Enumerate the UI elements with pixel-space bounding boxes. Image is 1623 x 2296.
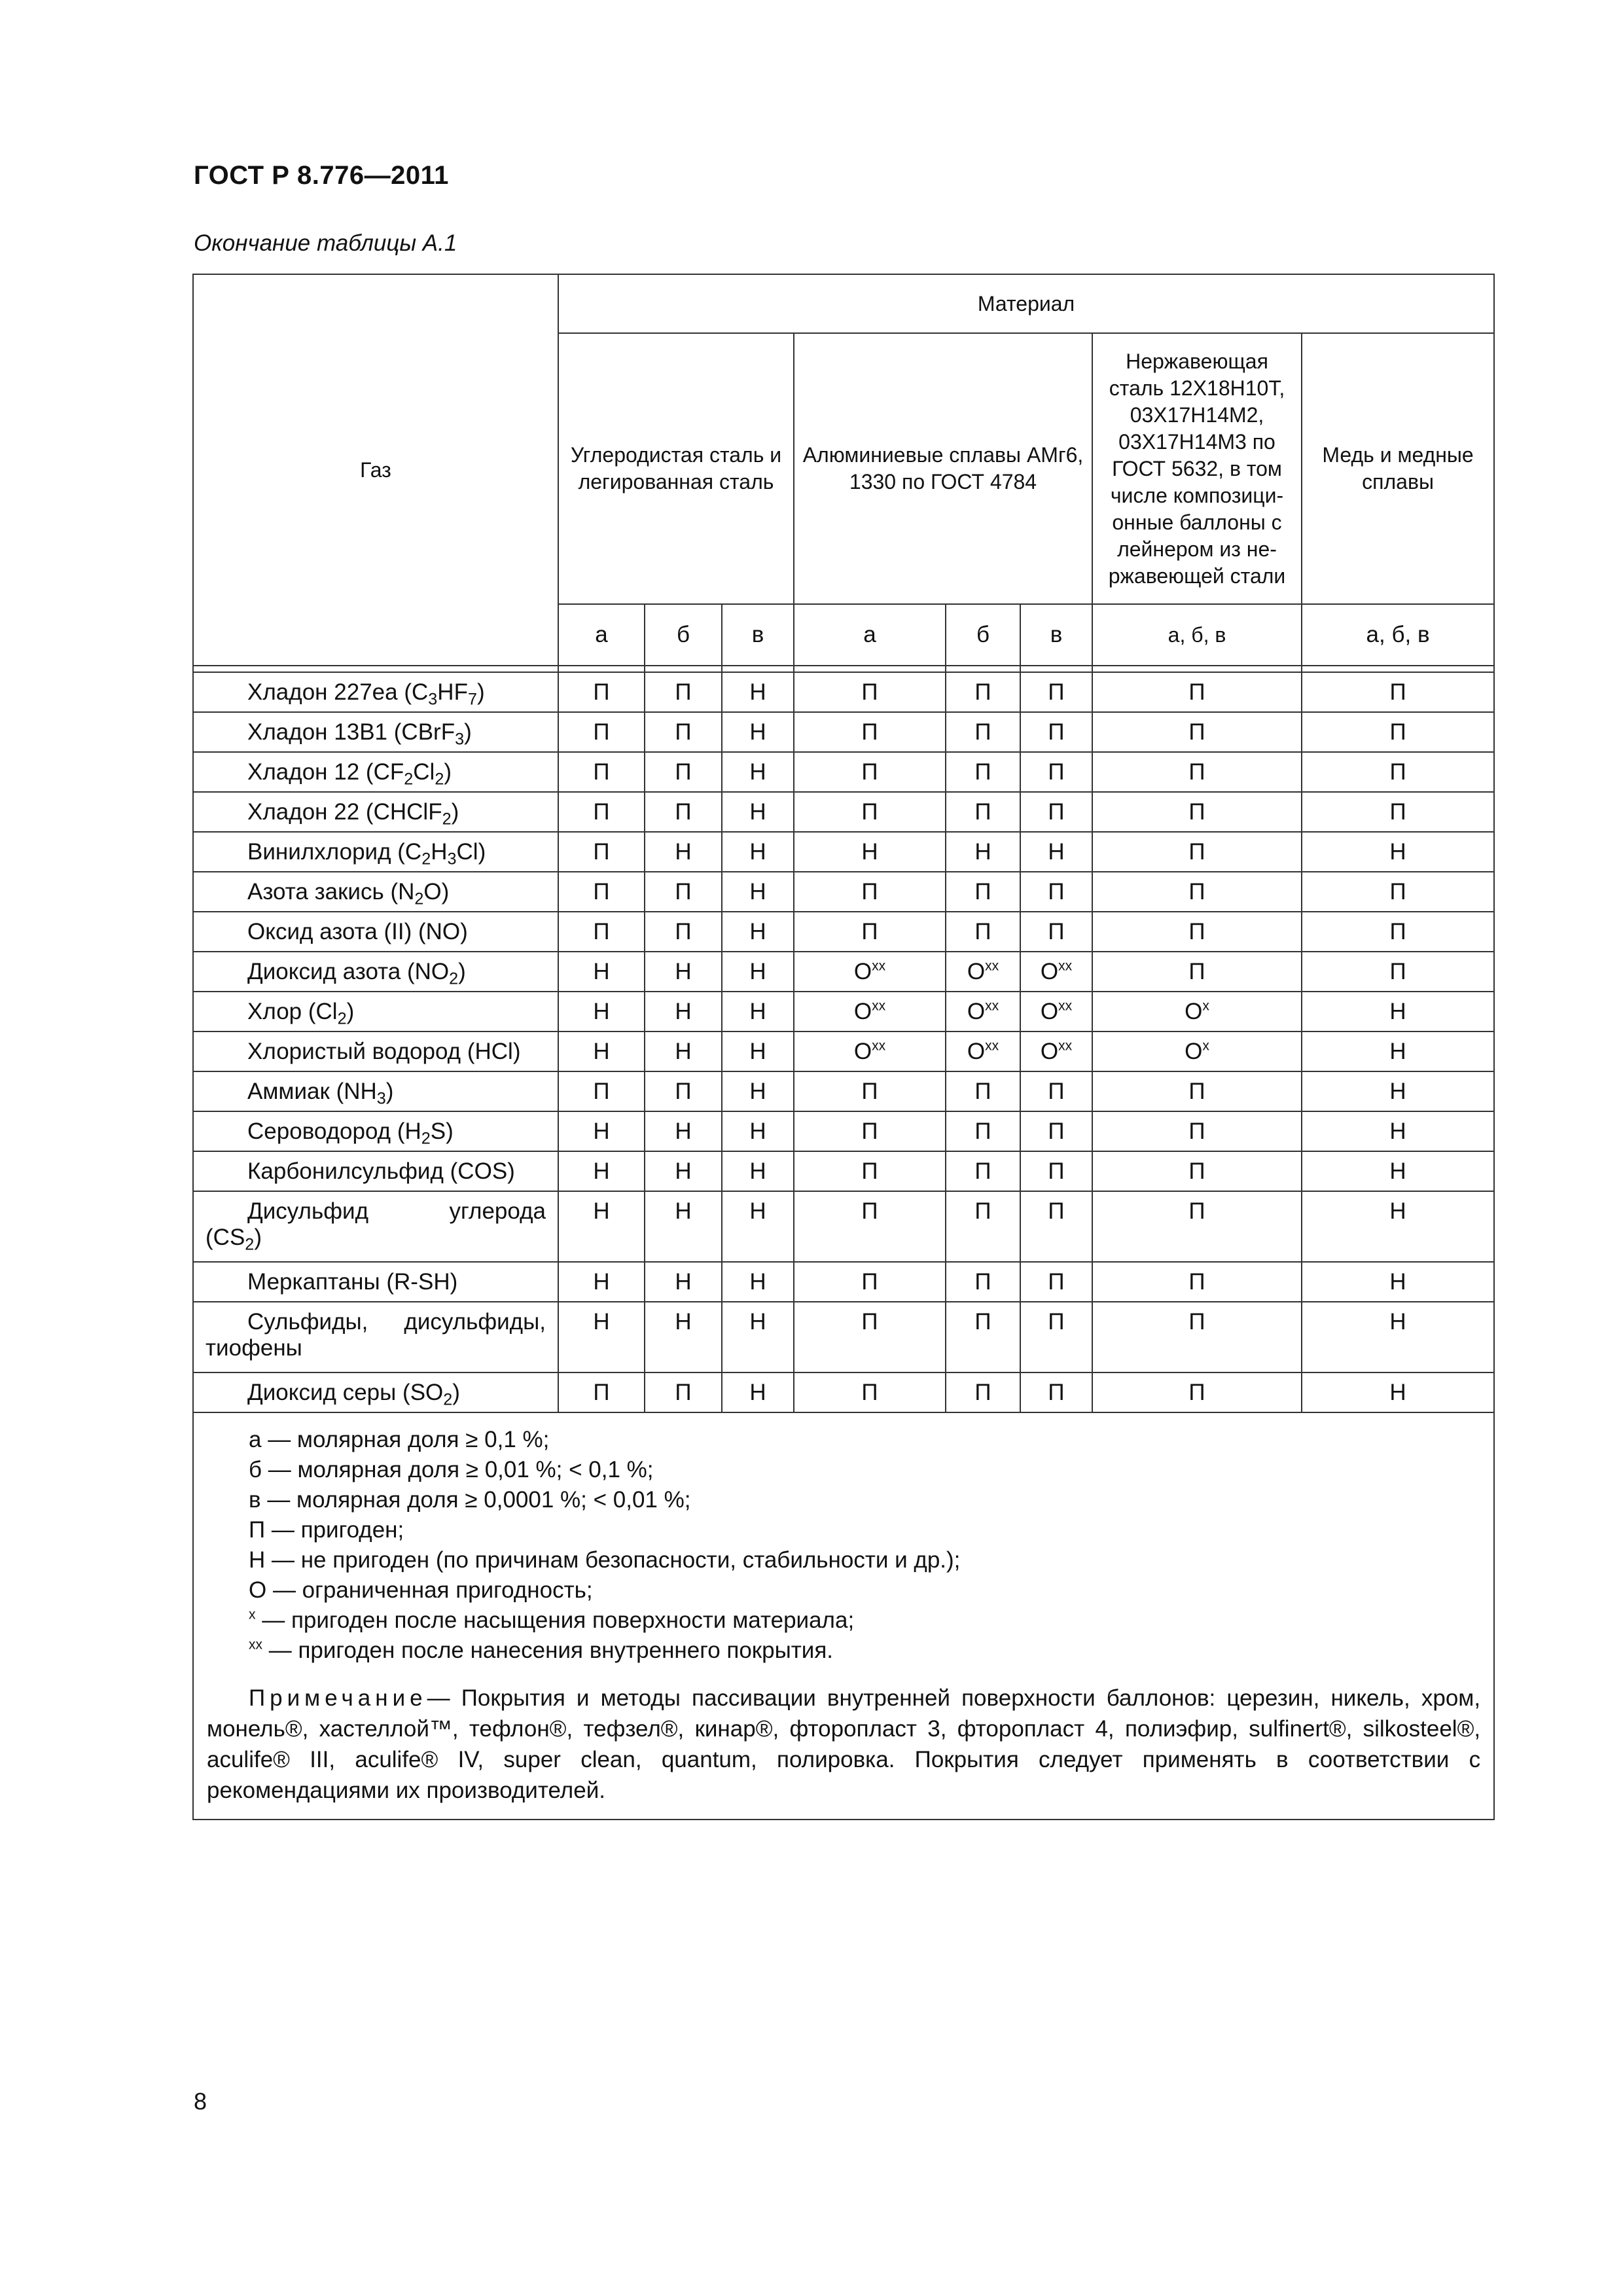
value-cell: Н — [645, 1262, 722, 1302]
value-cell: Н — [1302, 1071, 1494, 1111]
value-cell: Н — [722, 912, 794, 952]
value-cell: П — [794, 712, 946, 752]
value-cell: Н — [722, 832, 794, 872]
value-cell: Н — [722, 1372, 794, 1412]
value-cell: Н — [645, 1302, 722, 1372]
value-cell: Н — [558, 1302, 645, 1372]
subheader-cell: б — [946, 604, 1020, 666]
value-cell: П — [794, 1262, 946, 1302]
gas-name-cell: Диоксид серы $(SO_2)$ — [193, 1372, 558, 1412]
value-cell: П — [645, 1372, 722, 1412]
value-cell: П — [794, 752, 946, 792]
value-cell: Н — [1302, 1302, 1494, 1372]
value-cell: П — [1092, 952, 1302, 992]
value-cell: П — [645, 712, 722, 752]
gas-name-cell: Оксид азота (II) (NO) — [193, 912, 558, 952]
value-cell: П — [794, 872, 946, 912]
value-cell: П — [946, 1191, 1020, 1262]
value-cell: П — [794, 1372, 946, 1412]
value-cell: П — [794, 912, 946, 952]
value-cell: П — [794, 1191, 946, 1262]
value-cell: П — [946, 712, 1020, 752]
value-cell: П — [1092, 672, 1302, 712]
value-cell: Н — [722, 1262, 794, 1302]
gas-column-header: Газ — [193, 274, 558, 666]
material-header: Материал — [558, 274, 1494, 333]
gas-row-16 — [193, 1302, 1494, 1372]
value-cell: П — [946, 912, 1020, 952]
subheader-cell: б — [645, 604, 722, 666]
value-cell: П — [1020, 1302, 1092, 1372]
value-cell: Н — [558, 952, 645, 992]
value-cell: П — [645, 752, 722, 792]
gas-row-4 — [193, 792, 1494, 832]
value-cell: Н — [1302, 1151, 1494, 1191]
value-cell: Н — [645, 832, 722, 872]
value-cell: $O^{xx}$ — [794, 992, 946, 1031]
value-cell: П — [1092, 1302, 1302, 1372]
value-cell: П — [1092, 1372, 1302, 1412]
gas-row-11 — [193, 1071, 1494, 1111]
legend — [193, 1412, 1494, 1820]
table-note — [207, 1683, 1480, 1806]
value-cell: П — [794, 792, 946, 832]
value-cell: Н — [645, 1191, 722, 1262]
gas-name-cell: Хладон 12 $(CF_2Cl_2)$ — [193, 752, 558, 792]
value-cell: Н — [645, 992, 722, 1031]
value-cell: П — [1092, 792, 1302, 832]
table-caption: Окончание таблицы А.1 — [194, 230, 457, 256]
value-cell: П — [1020, 792, 1092, 832]
value-cell: П — [558, 832, 645, 872]
value-cell: $O^{xx}$ — [946, 992, 1020, 1031]
note-label: Примечание — [249, 1685, 427, 1711]
value-cell: Н — [794, 832, 946, 872]
value-cell: П — [794, 1151, 946, 1191]
value-cell: Н — [722, 1302, 794, 1372]
gas-name-cell: Хлористый водород (HCl) — [193, 1031, 558, 1071]
value-cell: Н — [558, 1191, 645, 1262]
value-cell: $O^{xx}$ — [1020, 952, 1092, 992]
legend-item: $^{xx}$ — пригоден после нанесения внутреннего покрытия. — [249, 1637, 833, 1663]
value-cell: П — [1020, 1372, 1092, 1412]
value-cell: Н — [1302, 1191, 1494, 1262]
value-cell: П — [946, 672, 1020, 712]
value-cell: Н — [1302, 832, 1494, 872]
gas-row-13 — [193, 1151, 1494, 1191]
value-cell: Н — [722, 1151, 794, 1191]
note-text: — Покрытия и методы пассивации внутренней поверхности баллонов: церезин, никель, хром, монель®, хастеллой™, тефлон®, тефзел®, кинар®, фторопласт 3, фторопласт 4, полиэфир, sulfinert®, silkosteel®, aculife® III, aculife® IV, super clean, quantum, полировка. Покрытия следует применять в соответствии с рекомендациями их производителей. — [207, 1685, 1481, 1803]
value-cell: П — [558, 1071, 645, 1111]
value-cell: П — [1092, 752, 1302, 792]
value-cell: П — [946, 1372, 1020, 1412]
value-cell: П — [794, 672, 946, 712]
value-cell: П — [558, 872, 645, 912]
value-cell: Н — [558, 1111, 645, 1151]
value-cell: П — [1092, 1071, 1302, 1111]
value-cell: П — [1020, 672, 1092, 712]
value-cell: Н — [722, 1191, 794, 1262]
value-cell: Н — [1020, 832, 1092, 872]
value-cell: $O^{xx}$ — [1020, 1031, 1092, 1071]
value-cell: $O^{xx}$ — [794, 952, 946, 992]
value-cell: П — [946, 1071, 1020, 1111]
value-cell: Н — [722, 1111, 794, 1151]
gas-row-17 — [193, 1372, 1494, 1412]
value-cell: П — [1302, 872, 1494, 912]
value-cell: Н — [722, 752, 794, 792]
value-cell: П — [558, 792, 645, 832]
value-cell: П — [558, 912, 645, 952]
subheader-cell: а, б, в — [1092, 604, 1302, 666]
legend-item: в — молярная доля ≥ 0,0001 %; < 0,01 %; — [249, 1487, 691, 1513]
gas-row-7 — [193, 912, 1494, 952]
value-cell: П — [645, 672, 722, 712]
value-cell: П — [558, 752, 645, 792]
value-cell: Н — [1302, 1262, 1494, 1302]
value-cell: П — [645, 912, 722, 952]
value-cell: П — [1302, 912, 1494, 952]
value-cell: Н — [946, 832, 1020, 872]
value-cell: П — [1302, 752, 1494, 792]
value-cell: $O^x$ — [1092, 1031, 1302, 1071]
gas-row-12 — [193, 1111, 1494, 1151]
value-cell: П — [946, 752, 1020, 792]
value-cell: П — [946, 1262, 1020, 1302]
value-cell: П — [645, 1071, 722, 1111]
gas-name-cell: Хладон 227еа $(C_3HF_7)$ — [193, 672, 558, 712]
value-cell: П — [946, 1111, 1020, 1151]
value-cell: П — [1020, 752, 1092, 792]
gas-name-cell: Аммиак $(NH_3)$ — [193, 1071, 558, 1111]
materials-table — [192, 274, 1495, 1820]
value-cell: П — [1302, 672, 1494, 712]
legend-item: а — молярная доля ≥ 0,1 %; — [249, 1427, 550, 1452]
value-cell: П — [946, 1302, 1020, 1372]
value-cell: $O^{xx}$ — [794, 1031, 946, 1071]
value-cell: Н — [722, 712, 794, 752]
value-cell: Н — [722, 792, 794, 832]
value-cell: П — [558, 712, 645, 752]
gas-row-3 — [193, 752, 1494, 792]
value-cell: Н — [558, 1262, 645, 1302]
gas-name-cell: Диоксид азота $(NO_2)$ — [193, 952, 558, 992]
value-cell: П — [1302, 712, 1494, 752]
value-cell: П — [1092, 1151, 1302, 1191]
subheader-cell: в — [1020, 604, 1092, 666]
gas-name-cell: Винилхлорид $(C_2H_3Cl)$ — [193, 832, 558, 872]
value-cell: $O^{xx}$ — [946, 1031, 1020, 1071]
value-cell: Н — [722, 1071, 794, 1111]
value-cell: Н — [722, 672, 794, 712]
table-body — [193, 672, 1494, 1412]
value-cell: П — [558, 1372, 645, 1412]
value-cell: П — [645, 872, 722, 912]
value-cell: П — [1020, 1151, 1092, 1191]
value-cell: Н — [558, 1151, 645, 1191]
subheader-cell: а — [558, 604, 645, 666]
gas-row-6 — [193, 872, 1494, 912]
value-cell: П — [1092, 1111, 1302, 1151]
value-cell: Н — [722, 1031, 794, 1071]
gas-row-5 — [193, 832, 1494, 872]
gas-name-cell: Хладон 13В1 (CBrF$_3$) — [193, 712, 558, 752]
gas-name-cell: Азота закись $(N_2O)$ — [193, 872, 558, 912]
legend-item: О — ограниченная пригодность; — [249, 1577, 593, 1603]
value-cell: П — [1092, 1262, 1302, 1302]
value-cell: Н — [722, 872, 794, 912]
gas-row-10 — [193, 1031, 1494, 1071]
value-cell: П — [946, 792, 1020, 832]
gas-row-8 — [193, 952, 1494, 992]
value-cell: Н — [1302, 1111, 1494, 1151]
value-cell: Н — [645, 1151, 722, 1191]
group-header-carbon-steel: Углеродистая сталь и легированная сталь — [558, 333, 794, 604]
gas-name-cell: Хлор $(Cl_2)$ — [193, 992, 558, 1031]
gas-name-cell: Хладон 22 (CHClF$_2$) — [193, 792, 558, 832]
value-cell: П — [1020, 1262, 1092, 1302]
value-cell: П — [1092, 912, 1302, 952]
value-cell: П — [794, 1071, 946, 1111]
value-cell: Н — [645, 1111, 722, 1151]
value-cell: П — [1302, 952, 1494, 992]
gas-row-9 — [193, 992, 1494, 1031]
gas-name-cell: Карбонилсульфид (COS) — [193, 1151, 558, 1191]
value-cell: П — [1020, 1071, 1092, 1111]
gas-name-cell: Меркаптаны (R-SH) — [193, 1262, 558, 1302]
subheader-cell: в — [722, 604, 794, 666]
value-cell: Н — [1302, 1031, 1494, 1071]
gas-row-2 — [193, 712, 1494, 752]
value-cell: П — [645, 792, 722, 832]
value-cell: Н — [722, 952, 794, 992]
value-cell: П — [794, 1111, 946, 1151]
value-cell: П — [558, 672, 645, 712]
value-cell: $O^{xx}$ — [1020, 992, 1092, 1031]
value-cell: П — [946, 1151, 1020, 1191]
subheader-cell: а, б, в — [1302, 604, 1494, 666]
gas-row-1 — [193, 672, 1494, 712]
page-number: 8 — [194, 2088, 207, 2115]
value-cell: П — [1020, 712, 1092, 752]
gas-row-14 — [193, 1191, 1494, 1262]
value-cell: П — [1092, 1191, 1302, 1262]
value-cell: П — [1020, 912, 1092, 952]
group-header-aluminium-alloys: Алюминиевые сплавы АМг6, 1330 по ГОСТ 4784 — [794, 333, 1092, 604]
value-cell: Н — [558, 1031, 645, 1071]
legend-item: б — молярная доля ≥ 0,01 %; < 0,1 %; — [249, 1457, 654, 1482]
value-cell: П — [794, 1302, 946, 1372]
legend-item: Н — не пригоден (по причинам безопасности, стабильности и др.); — [249, 1547, 961, 1573]
legend-item: $^x$ — пригоден после насыщения поверхности материала; — [249, 1607, 855, 1633]
gas-name-cell: Сульфиды, дисульфиды, тиофены — [193, 1302, 558, 1372]
value-cell: Н — [1302, 1372, 1494, 1412]
document-header: ГОСТ Р 8.776—2011 — [194, 161, 449, 190]
group-header-stainless-steel: Нержавеющая сталь 12Х18Н10Т, 03Х17Н14М2, 03Х17Н14М3 по ГОСТ 5632, в том числе композици-онные баллоны с лейнером из не-ржавеющей стали — [1092, 333, 1302, 604]
value-cell: П — [1092, 872, 1302, 912]
value-cell: П — [1020, 1191, 1092, 1262]
value-cell: $O^{xx}$ — [946, 952, 1020, 992]
value-cell: Н — [645, 1031, 722, 1071]
group-header-copper: Медь и медные сплавы — [1302, 333, 1494, 604]
legend-item: П — пригоден; — [249, 1517, 404, 1543]
gas-row-15 — [193, 1262, 1494, 1302]
value-cell: П — [1302, 792, 1494, 832]
value-cell: $O^x$ — [1092, 992, 1302, 1031]
value-cell: Н — [558, 992, 645, 1031]
value-cell: П — [1092, 712, 1302, 752]
value-cell: Н — [722, 992, 794, 1031]
value-cell: Н — [645, 952, 722, 992]
value-cell: П — [1020, 872, 1092, 912]
subheader-cell: а — [794, 604, 946, 666]
gas-name-cell: Сероводород $(H_2S)$ — [193, 1111, 558, 1151]
value-cell: П — [946, 872, 1020, 912]
gas-name-cell: Дисульфид углерода $(CS_2)$ — [193, 1191, 558, 1262]
value-cell: Н — [1302, 992, 1494, 1031]
value-cell: П — [1092, 832, 1302, 872]
value-cell: П — [1020, 1111, 1092, 1151]
